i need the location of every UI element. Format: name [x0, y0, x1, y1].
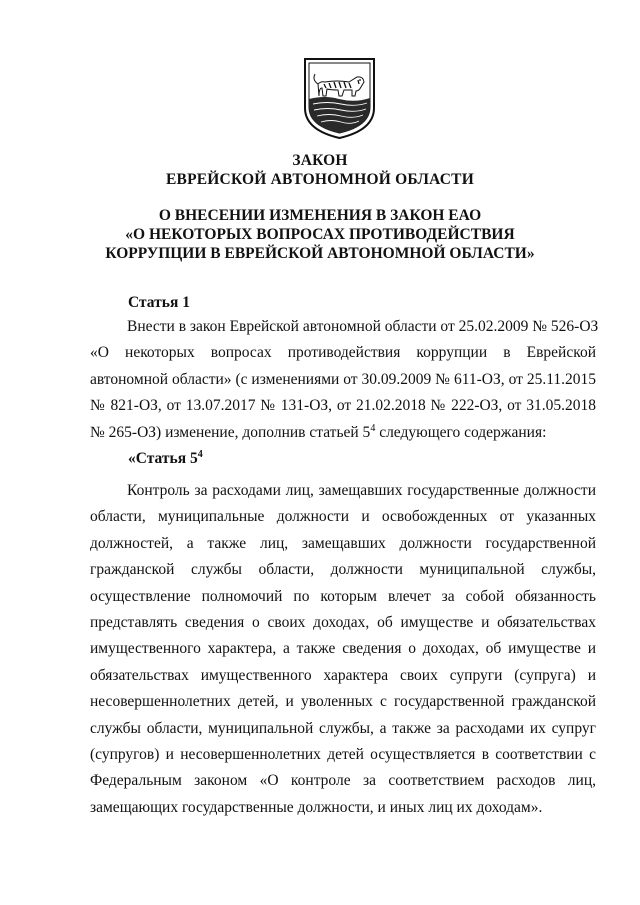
text-line: имущественного характера, а также сведения о доходах, об имуществе и: [90, 640, 596, 658]
text-line: Контроль за расходами лиц, замещавших государственные должности: [127, 482, 596, 499]
text-line: Федеральным законом «О контроле за соответствием расходов лиц,: [90, 772, 596, 790]
text-line: автономной области» (с изменениями от 30.09.2009 № 611-ОЗ, от 25.11.2015: [90, 370, 596, 388]
text-fragment: следующего содержания:: [375, 423, 547, 441]
superscript: 4: [370, 422, 376, 434]
text-line: (супругов) и несовершеннолетних детей осуществляется в соответствии с: [90, 745, 596, 763]
article-1-text: [90, 314, 599, 446]
article-5-4-text: [90, 478, 596, 821]
text-line: осуществление полномочий по которым влечет за собой обязанность: [90, 587, 596, 605]
text-line: должностей, а также лиц, замещавших должности государственной: [90, 534, 596, 552]
text-line: службы области, муниципальной службы, а также за расходами их супруг: [90, 719, 596, 737]
superscript: 4: [197, 448, 203, 460]
text-line: представлять сведения о своих доходах, об имуществе и обязательствах: [90, 613, 596, 631]
law-region-title: ЕВРЕЙСКОЙ АВТОНОМНОЙ ОБЛАСТИ: [166, 171, 474, 188]
text-line: «О некоторых вопросах противодействия коррупции в Еврейской: [90, 344, 596, 362]
text-line: области, муниципальные должности и освобожденных от указанных: [90, 508, 596, 526]
law-type-title: ЗАКОН: [292, 152, 348, 169]
law-title-line: «О НЕКОТОРЫХ ВОПРОСАХ ПРОТИВОДЕЙСТВИЯ: [125, 226, 515, 243]
text-line: Внести в закон Еврейской автономной области от 25.02.2009 № 526-ОЗ: [127, 318, 599, 335]
text-line: несовершеннолетних детей, и уволенных с государственной гражданской: [90, 693, 596, 711]
law-title-line: О ВНЕСЕНИИ ИЗМЕНЕНИЯ В ЗАКОН ЕАО: [158, 207, 482, 224]
law-title-line: КОРРУПЦИИ В ЕВРЕЙСКОЙ АВТОНОМНОЙ ОБЛАСТИ»: [105, 245, 535, 262]
article-1-heading: Статья 1: [128, 294, 190, 311]
text-line: [90, 420, 596, 446]
law-title: [0, 206, 640, 263]
heading-text: «Статья 5: [128, 450, 198, 467]
text-line: гражданской службы области, должности муниципальной службы,: [90, 561, 596, 579]
text-fragment: № 265-ОЗ) изменение, дополнив статьей 5: [90, 423, 371, 441]
text-line: № 821-ОЗ, от 13.07.2017 № 131-ОЗ, от 21.02.2018 № 222-ОЗ, от 31.05.2018: [90, 397, 596, 415]
article-5-4-heading: [128, 449, 203, 468]
text-line: замещающих государственные должности, и иных лиц их доходам».: [90, 798, 543, 816]
text-line: обязательствах имущественного характера своих супруги (супруга) и: [90, 666, 596, 684]
coat-of-arms-tiger-icon: [301, 56, 378, 140]
